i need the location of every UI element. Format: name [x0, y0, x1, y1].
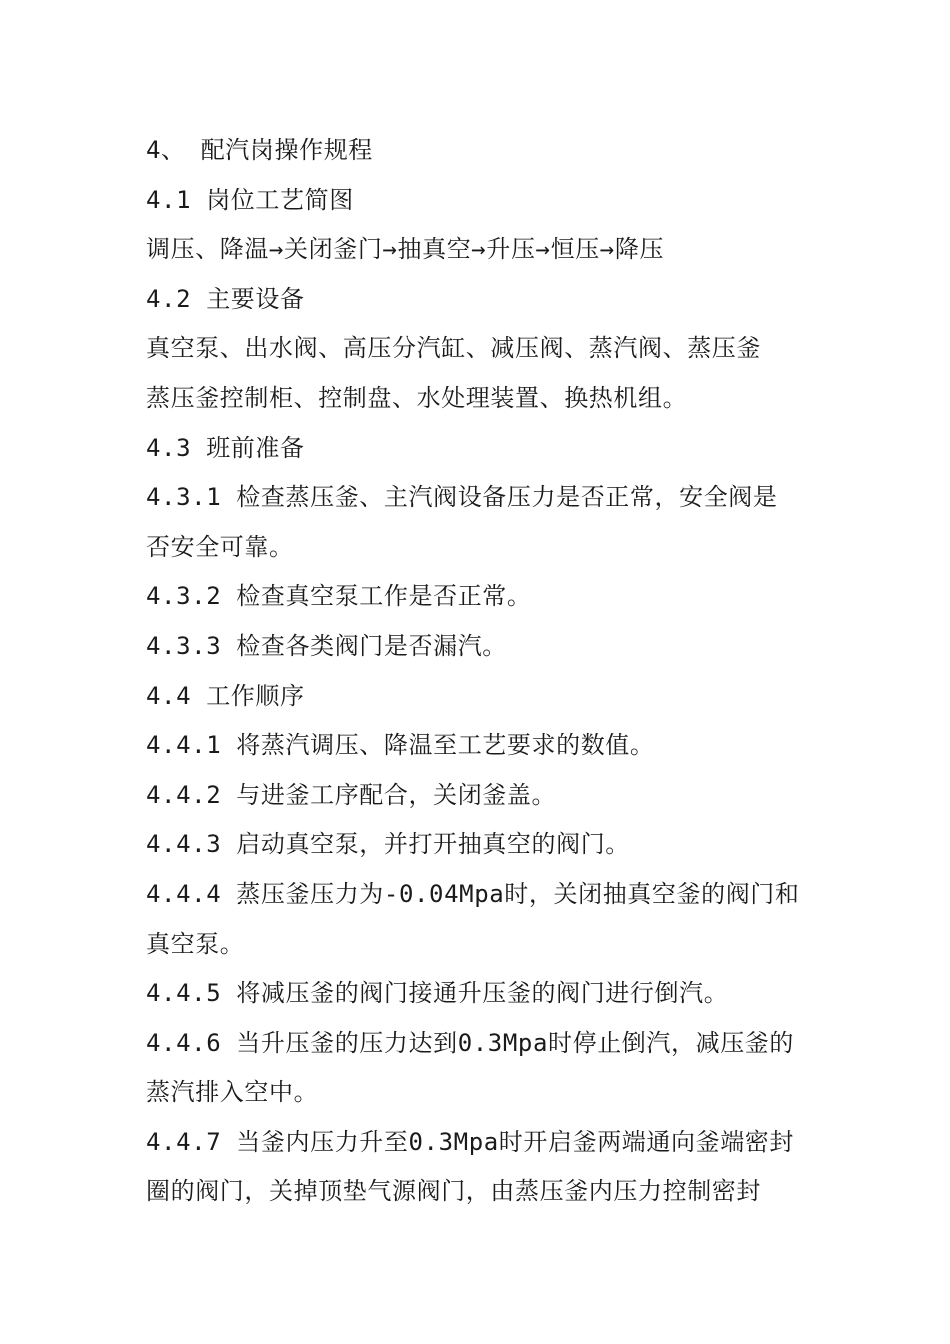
- paragraph-line: 4.3.3 检查各类阀门是否漏汽。: [146, 631, 507, 660]
- paragraph-line: 4.4.4 蒸压釜压力为-0.04Mpa时，关闭抽真空釜的阀门和: [146, 879, 800, 908]
- document-body: [146, 126, 816, 1217]
- paragraph-line: 4.4.1 将蒸汽调压、降温至工艺要求的数值。: [146, 731, 655, 760]
- subsection-heading: 4.4 工作顺序: [146, 681, 305, 710]
- paragraph-line: 4.4.5 将减压釜的阀门接通升压釜的阀门进行倒汽。: [146, 979, 729, 1008]
- paragraph-line: 4.4.6 当升压釜的压力达到0.3Mpa时停止倒汽，减压釜的: [146, 1028, 794, 1057]
- paragraph-line: 4.3.1 检查蒸压釜、主汽阀设备压力是否正常，安全阀是: [146, 483, 778, 512]
- equipment-list-line: 真空泵、出水阀、高压分汽缸、减压阀、蒸汽阀、蒸压釜: [146, 334, 761, 363]
- equipment-list-line: 蒸压釜控制柜、控制盘、水处理装置、换热机组。: [146, 383, 688, 412]
- section-heading: 4、 配汽岗操作规程: [146, 136, 373, 164]
- paragraph-line: 4.4.7 当釜内压力升至0.3Mpa时开启釜两端通向釜端密封: [146, 1127, 794, 1156]
- paragraph-line: 蒸汽排入空中。: [146, 1078, 319, 1107]
- paragraph-line: 4.3.2 检查真空泵工作是否正常。: [146, 582, 532, 611]
- subsection-heading: 4.1 岗位工艺简图: [146, 185, 354, 214]
- paragraph-line: 真空泵。: [146, 929, 245, 958]
- paragraph-line: 否安全可靠。: [146, 532, 294, 561]
- subsection-heading: 4.2 主要设备: [146, 284, 305, 313]
- paragraph-line: 4.4.2 与进釜工序配合，关闭釜盖。: [146, 780, 557, 809]
- paragraph-line: 4.4.3 启动真空泵，并打开抽真空的阀门。: [146, 830, 630, 859]
- process-flow-text: 调压、降温→关闭釜门→抽真空→升压→恒压→降压: [146, 235, 665, 264]
- paragraph-line: 圈的阀门，关掉顶垫气源阀门，由蒸压釜内压力控制密封: [146, 1177, 761, 1206]
- subsection-heading: 4.3 班前准备: [146, 433, 305, 462]
